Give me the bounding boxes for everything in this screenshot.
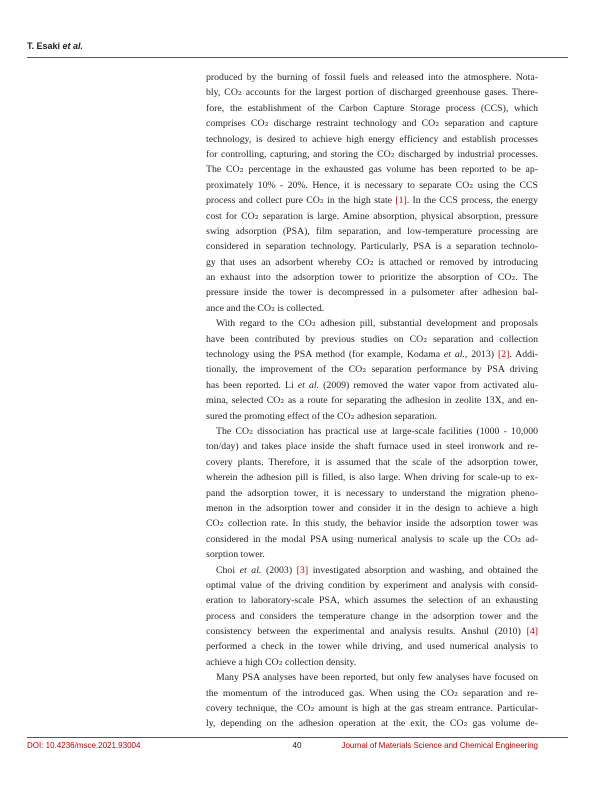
- text-line: fore, the establishment of the Carbon Capture Storage process (CCS), which: [206, 102, 538, 114]
- text-line: The CO₂ dissociation has practical use at large-scale facilities (1000 - 10,000: [216, 425, 538, 437]
- subscript-two: ₂: [264, 118, 269, 130]
- text-line: With regard to the CO₂ adhesion pill, substantial development and proposals: [216, 318, 538, 330]
- text-line: comprises CO₂ discharge restraint technology and CO₂ separation and capture: [206, 118, 538, 130]
- paragraph: [206, 670, 538, 732]
- text-line: covery technique, the CO₂ amount is high at the gas stream entrance. Particular-: [206, 703, 538, 715]
- text-line: Many PSA analyses have been reported, but only few analyses have focused on: [216, 672, 538, 684]
- subscript-two: ₂: [239, 164, 244, 176]
- text-line: swing adsorption (PSA), film separation, and low-temperature processing are: [206, 225, 538, 237]
- text-line: ance and the CO₂ is collected.: [206, 302, 325, 314]
- subscript-two: ₂: [319, 195, 324, 207]
- text-line: sorption tower.: [206, 549, 265, 561]
- paragraph: [206, 70, 538, 316]
- subscript-two: ₂: [454, 687, 459, 699]
- text-line: for controlling, capturing, and storing the CO₂ discharged by industrial processes.: [206, 148, 538, 160]
- citation-link[interactable]: [2]: [497, 349, 510, 361]
- text-line: optimal value of the driving condition by experiment and analysis with consid-: [206, 579, 538, 591]
- text-line: ton/day) and takes place inside the shaft furnace used in steel ironwork and re-: [206, 441, 538, 453]
- text-line: pand the adsorption tower, it is necessary to understand the migration pheno-: [206, 487, 538, 499]
- text-line: menon in the adsorption tower and consider it in the design to achieve a high: [206, 502, 538, 514]
- doi-link[interactable]: DOI: 10.4236/msce.2021.93004: [27, 741, 141, 750]
- subscript-two: ₂: [219, 518, 224, 530]
- subscript-two: ₂: [435, 118, 440, 130]
- text-line: technology, is desired to achieve high energy efficiency and establish processes: [206, 133, 538, 145]
- text-line: bly, CO₂ accounts for the largest portion of discharged greenhouse gases. There-: [206, 87, 538, 99]
- running-head: T. Esaki et al.: [27, 41, 84, 51]
- text-line: technology using the PSA method (for example, Kodama et al., 2013) [2]. Addi-: [206, 349, 538, 361]
- text-line: consistency between the experimental and analysis results. Anshul (2010) [4]: [206, 626, 538, 638]
- text-line: the momentum of the introduced gas. When using the CO₂ separation and re-: [206, 687, 538, 699]
- text-line: covery plants. Therefore, it is assumed that the scale of the adsorption tower,: [206, 456, 538, 468]
- subscript-two: ₂: [237, 87, 242, 99]
- text-line: cost for CO₂ separation is large. Amine absorption, physical absorption, pressure: [206, 210, 538, 222]
- subscript-two: ₂: [369, 256, 374, 268]
- text-line: produced by the burning of fossil fuels and released into the atmosphere. Nota-: [206, 72, 538, 83]
- subscript-two: ₂: [254, 210, 259, 222]
- subscript-two: ₂: [463, 718, 468, 730]
- text-line: wherein the adhesion pill is filled, is also large. When driving for scale-up to ex-: [206, 472, 538, 484]
- text-line: considered in the modal PSA using numerical analysis to scale up the CO₂ ad-: [206, 533, 538, 545]
- text-line: sured the promoting effect of the CO₂ adhesion separation.: [206, 410, 437, 422]
- italic-et-al: et al.: [239, 564, 262, 576]
- paragraph: [206, 316, 538, 424]
- text-line: an exhaust into the adsorption tower to prioritize the absorption of CO₂. The: [206, 272, 539, 284]
- italic-et-al: et al.: [443, 349, 465, 361]
- text-line: proximately 10% - 20%. Hence, it is necessary to separate CO₂ using the CCS: [206, 179, 538, 191]
- text-line: process and collect pure CO₂ in the high state [1]. In the CCS process, the energy: [206, 195, 538, 207]
- subscript-two: ₂: [311, 318, 316, 330]
- page-number: 40: [292, 741, 302, 750]
- citation-link[interactable]: [1]: [395, 195, 407, 207]
- citation-link[interactable]: [4]: [526, 626, 538, 638]
- paragraph: [206, 563, 538, 671]
- paragraph: [206, 424, 538, 563]
- italic-et-al: et al.: [62, 41, 84, 51]
- text-line: has been reported. Li et al. (2009) removed the water vapor from activated alu-: [206, 379, 538, 391]
- text-line: ly, depending on the adhesion operation at the exit, the CO₂ gas volume de-: [206, 718, 538, 730]
- text-line: pressure inside the tower is decompressed in a pulsometer after adhesion bal-: [206, 287, 538, 299]
- journal-link[interactable]: Journal of Materials Science and Chemical Engineering: [341, 741, 538, 750]
- text-line: achieve a high CO₂ collection density.: [206, 656, 357, 668]
- subscript-two: ₂: [271, 302, 275, 314]
- text-line: CO₂ collection rate. In this study, the behavior inside the adsorption tower was: [206, 518, 538, 530]
- subscript-two: ₂: [469, 179, 474, 191]
- subscript-two: ₂: [362, 364, 367, 376]
- body-text: [206, 70, 538, 732]
- header-rule: [27, 57, 568, 58]
- citation-link[interactable]: [3]: [296, 564, 309, 576]
- text-line: eration to laboratory-scale PSA, which assumes the selection of an exhausting: [206, 595, 538, 607]
- footer: [27, 741, 538, 751]
- text-line: gy that uses an adsorbent whereby CO₂ is attached or removed by introducing: [206, 256, 538, 268]
- text-line: have been contributed by previous studies on CO₂ separation and collection: [206, 333, 538, 345]
- text-line: considered in separation technology. Particularly, PSA is a separation technolo-: [206, 241, 538, 253]
- subscript-two: ₂: [249, 425, 254, 437]
- text-line: Choi et al. (2003) [3] investigated absorption and washing, and obtained the: [216, 564, 538, 576]
- subscript-two: ₂: [280, 395, 285, 407]
- subscript-two: ₂: [423, 333, 428, 345]
- text-line: The CO₂ percentage in the exhausted gas volume has been reported to be ap-: [206, 164, 539, 176]
- subscript-two: ₂: [390, 148, 395, 160]
- subscript-two: ₂: [278, 656, 283, 668]
- subscript-two: ₂: [517, 533, 522, 545]
- subscript-two: ₂: [310, 703, 315, 715]
- subscript-two: ₂: [511, 272, 516, 284]
- footer-rule: [27, 737, 568, 738]
- italic-et-al: et al.: [297, 379, 320, 391]
- text-line: mina, selected CO₂ as a route for separating the adhesion in zeolite 13X, and en-: [206, 395, 538, 407]
- text-line: performed a check in the tower while driving, and used numerical analysis to: [206, 641, 538, 653]
- text-line: tionally, the improvement of the CO₂ separation performance by PSA driving: [206, 364, 538, 376]
- subscript-two: ₂: [350, 410, 355, 422]
- text-line: process and considers the temperature change in the adsorption tower and the: [206, 610, 538, 622]
